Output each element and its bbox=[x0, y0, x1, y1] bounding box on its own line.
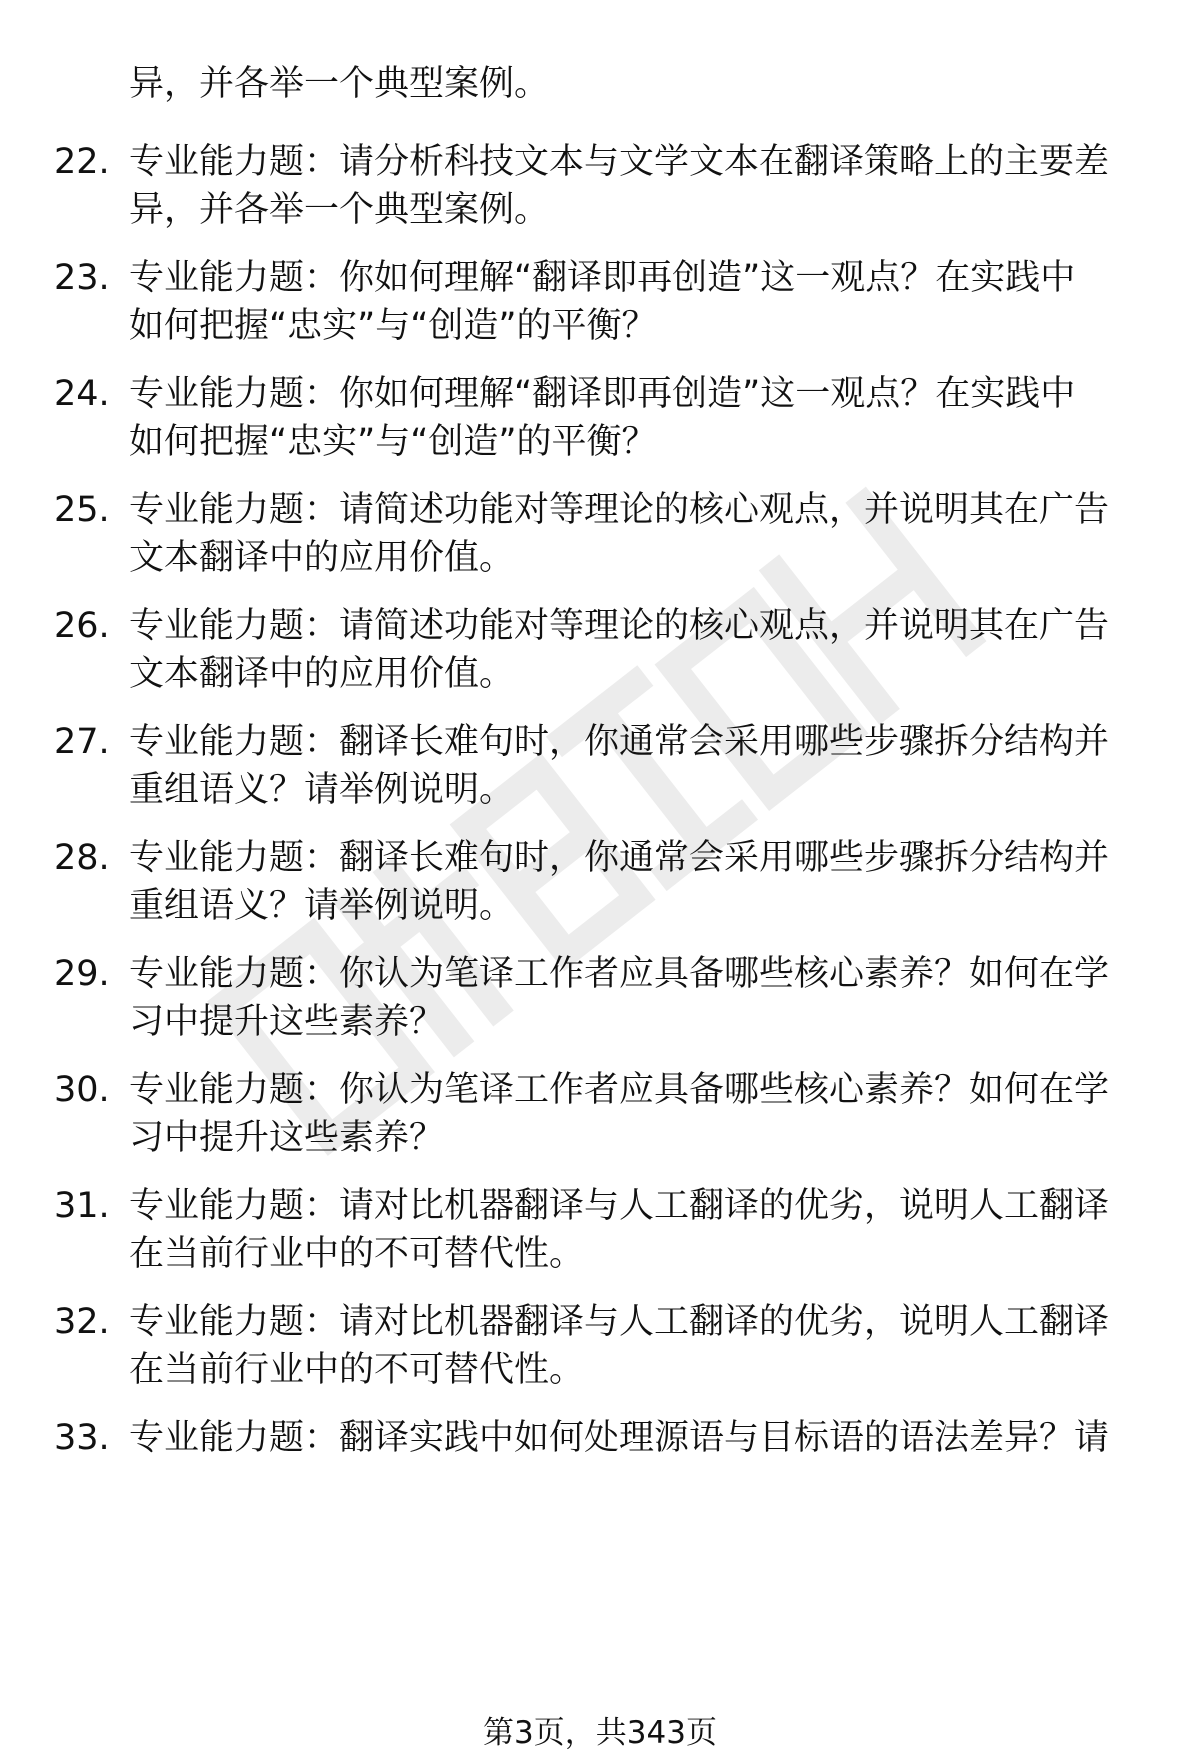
question-number: 31. bbox=[54, 1186, 110, 1226]
question-number: 27. bbox=[54, 722, 110, 762]
question-text-line: 习中提升这些素养？ bbox=[129, 1002, 445, 1042]
question-number: 32. bbox=[54, 1302, 110, 1342]
page-footer: 第3页，共343页 bbox=[483, 1715, 717, 1751]
question-text-line: 重组语义？请举例说明。 bbox=[129, 886, 515, 926]
question-number: 25. bbox=[54, 490, 110, 530]
question-text-line: 异，并各举一个典型案例。 bbox=[129, 190, 550, 230]
question-text-line: 专业能力题：翻译实践中如何处理源语与目标语的语法差异？请 bbox=[129, 1418, 1110, 1458]
question-number: 23. bbox=[54, 258, 110, 298]
question-number: 26. bbox=[54, 606, 110, 646]
question-text-line: 专业能力题：翻译长难句时，你通常会采用哪些步骤拆分结构并 bbox=[129, 838, 1110, 878]
question-text-line: 专业能力题：翻译长难句时，你通常会采用哪些步骤拆分结构并 bbox=[129, 722, 1110, 762]
question-text-line: 专业能力题：你如何理解“翻译即再创造”这一观点？在实践中 bbox=[129, 374, 1076, 414]
question-text-line: 如何把握“忠实”与“创造”的平衡？ bbox=[129, 422, 657, 462]
question-text-line: 专业能力题：请简述功能对等理论的核心观点，并说明其在广告 bbox=[129, 490, 1110, 530]
question-text-line: 重组语义？请举例说明。 bbox=[129, 770, 515, 810]
question-number: 28. bbox=[54, 838, 110, 878]
question-text-line: 专业能力题：你认为笔译工作者应具备哪些核心素养？如何在学 bbox=[129, 954, 1110, 994]
question-text-line: 文本翻译中的应用价值。 bbox=[129, 538, 515, 578]
question-text-line: 习中提升这些素养？ bbox=[129, 1118, 445, 1158]
question-text-line: 在当前行业中的不可替代性。 bbox=[129, 1234, 585, 1274]
question-text-line: 专业能力题：请对比机器翻译与人工翻译的优劣，说明人工翻译 bbox=[129, 1302, 1110, 1342]
question-number: 33. bbox=[54, 1418, 110, 1458]
question-text-line: 专业能力题：你如何理解“翻译即再创造”这一观点？在实践中 bbox=[129, 258, 1076, 298]
question-number: 30. bbox=[54, 1070, 110, 1110]
question-text-line: 文本翻译中的应用价值。 bbox=[129, 654, 515, 694]
question-text-line: 如何把握“忠实”与“创造”的平衡？ bbox=[129, 306, 657, 346]
question-text-line: 专业能力题：请简述功能对等理论的核心观点，并说明其在广告 bbox=[129, 606, 1110, 646]
question-text-line: 在当前行业中的不可替代性。 bbox=[129, 1350, 585, 1390]
continuation-line: 异，并各举一个典型案例。 bbox=[129, 64, 550, 104]
question-number: 29. bbox=[54, 954, 110, 994]
question-text-line: 专业能力题：你认为笔译工作者应具备哪些核心素养？如何在学 bbox=[129, 1070, 1110, 1110]
question-number: 22. bbox=[54, 142, 110, 182]
question-number: 24. bbox=[54, 374, 110, 414]
question-text-line: 专业能力题：请对比机器翻译与人工翻译的优劣，说明人工翻译 bbox=[129, 1186, 1110, 1226]
question-text-line: 专业能力题：请分析科技文本与文学文本在翻译策略上的主要差 bbox=[129, 142, 1110, 182]
